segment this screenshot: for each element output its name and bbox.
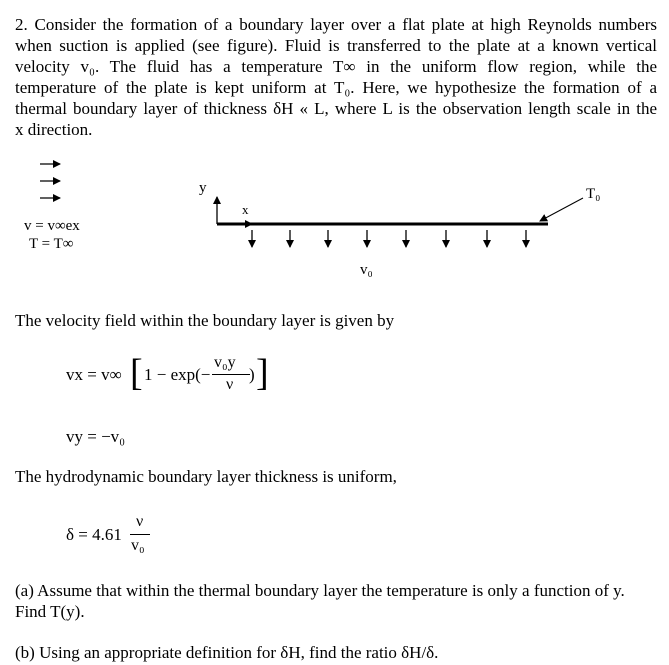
problem-statement (15, 14, 657, 140)
delta-lhs: δ = 4.61 (66, 525, 122, 544)
delta-fraction-denominator: v₀ (131, 537, 145, 554)
x-axis-label: x (242, 202, 249, 217)
intro-line-4: temperature of the plate is kept uniform at T₀. Here, we hypothesize the formation of a (15, 78, 657, 97)
intro-line-3: velocity v₀. The fluid has a temperature T∞ in the uniform flow region, while the (15, 57, 657, 76)
vx-lhs: vx = v∞ (66, 365, 122, 384)
plate-temperature-leader (540, 198, 583, 221)
vx-fraction-bar (212, 374, 250, 375)
suction-velocity-label: v₀ (360, 262, 373, 278)
plate-temperature-label: T₀ (586, 186, 601, 202)
left-bracket: [ (130, 352, 143, 394)
right-bracket: ] (256, 352, 269, 394)
figure-drawing (0, 150, 669, 290)
delta-fraction-bar (130, 534, 150, 535)
question-a-line-1: (a) Assume that within the thermal boundary layer the temperature is only a function of y. (15, 581, 625, 600)
intro-line-6: x direction. (15, 120, 93, 139)
question-b: (b) Using an appropriate definition for δH, find the ratio δH/δ. (15, 643, 439, 662)
vx-fraction-denominator: ν (226, 376, 234, 393)
freestream-velocity-label: v = v∞ex (24, 218, 80, 234)
vx-close-paren: ) (249, 365, 255, 384)
vx-fraction-numerator: v₀y (214, 354, 236, 371)
question-a-line-2: Find T(y). (15, 602, 85, 621)
vy-equation: vy = −v₀ (66, 427, 126, 446)
intro-line-1: 2. Consider the formation of a boundary layer over a flat plate at high Reynolds numbers (15, 15, 658, 34)
intro-line-5: thermal boundary layer of thickness δH « L, where L is the observation length scale in the (15, 99, 657, 118)
y-axis-label: y (199, 180, 207, 196)
freestream-temperature-label: T = T∞ (29, 236, 74, 252)
delta-fraction-numerator: ν (136, 513, 144, 530)
vx-bracket-content: 1 − exp(− (144, 365, 211, 384)
thickness-text: The hydrodynamic boundary layer thickness is uniform, (15, 467, 397, 486)
problem-number: 2. (15, 15, 28, 34)
freestream-arrows (40, 164, 60, 198)
velocity-field-text: The velocity field within the boundary layer is given by (15, 311, 395, 330)
boundary-layer-figure (0, 150, 669, 290)
intro-line-2: when suction is applied (see figure). Fluid is transferred to the plate at a known vertical (15, 36, 657, 55)
question-a (15, 580, 657, 622)
suction-arrows (252, 230, 526, 247)
